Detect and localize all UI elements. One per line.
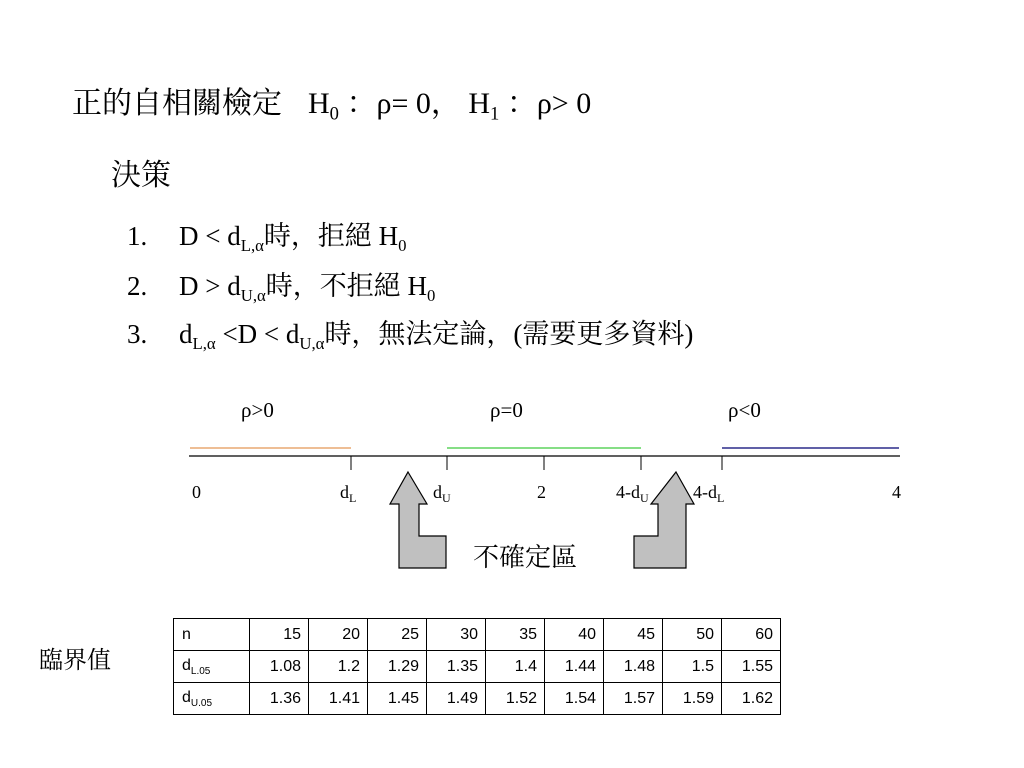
heading-title: 正的自相關檢定 bbox=[72, 86, 282, 121]
table-cell: 1.45 bbox=[368, 683, 427, 715]
tick-label-4-dL: $4-d_L$ bbox=[693, 482, 725, 505]
zone-label-negative: ρ<0 bbox=[728, 398, 761, 422]
table-row-label-dL: $d_{L.05}$ bbox=[174, 651, 250, 683]
table-cell: 1.59 bbox=[663, 683, 722, 715]
zone-label-zero: ρ=0 bbox=[490, 398, 523, 422]
table-cell: 20 bbox=[309, 619, 368, 651]
table-cell: 25 bbox=[368, 619, 427, 651]
tick-label-dU: $d_U$ bbox=[433, 482, 451, 505]
table-cell: 1.35 bbox=[427, 651, 486, 683]
tick-label-dL: $d_L$ bbox=[340, 482, 357, 505]
tick-label-4: 4 bbox=[892, 482, 901, 502]
table-cell: 1.62 bbox=[722, 683, 781, 715]
table-cell: 40 bbox=[545, 619, 604, 651]
decision-label: 決策 bbox=[111, 158, 171, 193]
table-cell: 1.44 bbox=[545, 651, 604, 683]
table-row bbox=[174, 619, 781, 651]
table-cell: 1.4 bbox=[486, 651, 545, 683]
decision-rule-3: 3. $d_{L,\alpha} <D < d_{U,\alpha}$時，無法定論，(需要更多資料) bbox=[127, 319, 694, 353]
decision-rule-2: 2. $D > d_{U,\alpha}$時，不拒絕 $H_0$ bbox=[127, 271, 436, 305]
table-cell: 1.41 bbox=[309, 683, 368, 715]
table-cell: 1.36 bbox=[250, 683, 309, 715]
table-cell: 1.54 bbox=[545, 683, 604, 715]
table-cell: 50 bbox=[663, 619, 722, 651]
table-cell: 1.29 bbox=[368, 651, 427, 683]
table-cell: 15 bbox=[250, 619, 309, 651]
table-header-n: n bbox=[174, 619, 250, 651]
table-cell: 1.5 bbox=[663, 651, 722, 683]
table-cell: 30 bbox=[427, 619, 486, 651]
hypothesis-heading bbox=[72, 78, 592, 125]
critical-values-table bbox=[173, 618, 781, 715]
tick-label-0: 0 bbox=[192, 482, 201, 502]
table-cell: 1.08 bbox=[250, 651, 309, 683]
h0-hypothesis: $H_0$ ：ρ= 0， $H_1$ ：ρ> 0 bbox=[308, 87, 592, 125]
decision-rule-1: 1. $D < d_{L,\alpha}$時，拒絕 $H_0$ bbox=[127, 221, 407, 255]
zone-label-positive: ρ>0 bbox=[241, 398, 274, 422]
table-row-label-dU: $d_{U.05}$ bbox=[174, 683, 250, 715]
table-cell: 1.2 bbox=[309, 651, 368, 683]
table-cell: 1.49 bbox=[427, 683, 486, 715]
uncertain-region-label: 不確定區 bbox=[473, 543, 578, 573]
table-row bbox=[174, 651, 781, 683]
table-cell: 45 bbox=[604, 619, 663, 651]
tick-label-2: 2 bbox=[537, 482, 546, 502]
table-cell: 1.52 bbox=[486, 683, 545, 715]
table-cell: 35 bbox=[486, 619, 545, 651]
table-cell: 1.48 bbox=[604, 651, 663, 683]
tick-label-4-dU: $4-d_U$ bbox=[616, 482, 649, 505]
table-cell: 60 bbox=[722, 619, 781, 651]
table-row bbox=[174, 683, 781, 715]
uncertain-zone-right-arrow bbox=[634, 472, 694, 568]
critical-values-label: 臨界值 bbox=[39, 646, 111, 674]
table-cell: 1.55 bbox=[722, 651, 781, 683]
table-cell: 1.57 bbox=[604, 683, 663, 715]
